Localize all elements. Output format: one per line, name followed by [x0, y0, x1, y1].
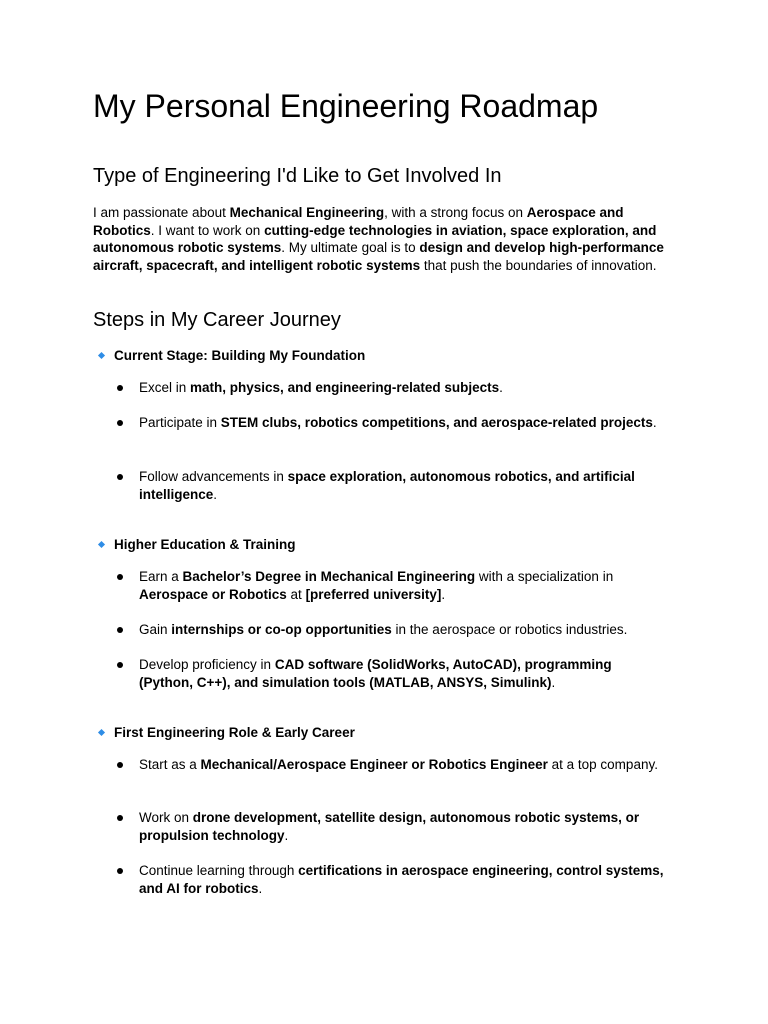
bold-run: design and develop high-performance aircraft, spacecraft, and intelligent robotic systems: [93, 240, 664, 273]
list-item-text: [139, 809, 669, 844]
list-item-text: [139, 379, 669, 397]
stage-label: Higher Education & Training: [114, 537, 296, 552]
text-run: .: [652, 415, 657, 430]
text-run: .: [551, 674, 556, 690]
section-heading-engineering-type: Type of Engineering I'd Like to Get Involved In: [93, 165, 502, 187]
text-run: .: [284, 827, 289, 843]
text-run: Start as a: [139, 757, 201, 772]
round-bullet-icon: [117, 385, 123, 391]
text-run: Gain: [139, 622, 172, 637]
text-run: with a specialization in: [475, 569, 614, 584]
text-run: Earn a: [139, 569, 183, 584]
diamond-bullet-icon: [98, 541, 105, 548]
diamond-bullet-icon: [98, 352, 105, 359]
text-run: .: [213, 486, 218, 502]
round-bullet-icon: [117, 574, 123, 580]
text-run: that push the boundaries of innovation.: [420, 257, 657, 273]
bold-run: drone development, satellite design, autonomous robotic systems, or propulsion technology: [139, 810, 640, 843]
intro-paragraph: [93, 204, 665, 274]
text-run: at a top company.: [547, 757, 658, 772]
list-item-text: [139, 862, 669, 897]
text-run: . I want to work on: [150, 222, 265, 238]
text-run: Develop proficiency in: [139, 657, 275, 672]
text-run: at: [286, 586, 306, 602]
text-run: , with a strong focus on: [384, 205, 527, 220]
bold-run: certifications in aerospace engineering, control systems, and AI for robotics: [139, 863, 664, 896]
text-run: in the aerospace or robotics industries.: [391, 622, 628, 637]
bold-run: CAD software (SolidWorks, AutoCAD), programming (Python, C++), and simulation tools (MATLAB, ANSYS, Simulink): [139, 657, 612, 690]
text-run: Participate in: [139, 415, 221, 430]
bold-run: STEM clubs, robotics competitions, and aerospace-related projects: [220, 415, 653, 430]
text-run: Continue learning through: [139, 863, 299, 878]
text-run: Work on: [139, 810, 193, 825]
bold-run: [preferred university]: [305, 586, 442, 602]
round-bullet-icon: [117, 420, 123, 426]
list-item-text: [139, 414, 669, 432]
list-item-text: [139, 468, 669, 503]
bold-run: Aerospace and Robotics: [93, 205, 624, 238]
bold-run: math, physics, and engineering-related subjects: [190, 380, 500, 395]
bold-run: cutting-edge technologies in aviation, space exploration, and autonomous robotic systems: [93, 222, 657, 256]
list-item-text: [139, 621, 669, 639]
round-bullet-icon: [117, 627, 123, 633]
text-run: Excel in: [139, 380, 191, 395]
list-item-text: [139, 756, 669, 774]
bold-run: Bachelor’s Degree in Mechanical Engineering: [182, 569, 476, 584]
round-bullet-icon: [117, 474, 123, 480]
text-run: Follow advancements in: [139, 469, 288, 484]
list-item-text: [139, 568, 669, 603]
text-run: .: [258, 880, 263, 896]
text-run: .: [499, 380, 503, 395]
round-bullet-icon: [117, 762, 123, 768]
bold-run: Mechanical/Aerospace Engineer or Robotics Engineer: [200, 757, 548, 772]
list-item-text: [139, 656, 669, 691]
bold-run: Mechanical Engineering: [229, 205, 385, 220]
stage-label: First Engineering Role & Early Career: [114, 725, 355, 740]
diamond-bullet-icon: [98, 729, 105, 736]
round-bullet-icon: [117, 662, 123, 668]
round-bullet-icon: [117, 815, 123, 821]
bold-run: space exploration, autonomous robotics, and artificial intelligence: [139, 469, 635, 502]
round-bullet-icon: [117, 868, 123, 874]
text-run: .: [441, 586, 446, 602]
document-title: My Personal Engineering Roadmap: [93, 88, 599, 124]
bold-run: Aerospace or Robotics: [139, 586, 287, 602]
section-heading-career-journey: Steps in My Career Journey: [93, 309, 341, 331]
text-run: . My ultimate goal is to: [281, 240, 420, 256]
text-run: I am passionate about: [93, 205, 230, 220]
bold-run: internships or co-op opportunities: [171, 622, 392, 637]
stage-label: Current Stage: Building My Foundation: [114, 348, 366, 363]
